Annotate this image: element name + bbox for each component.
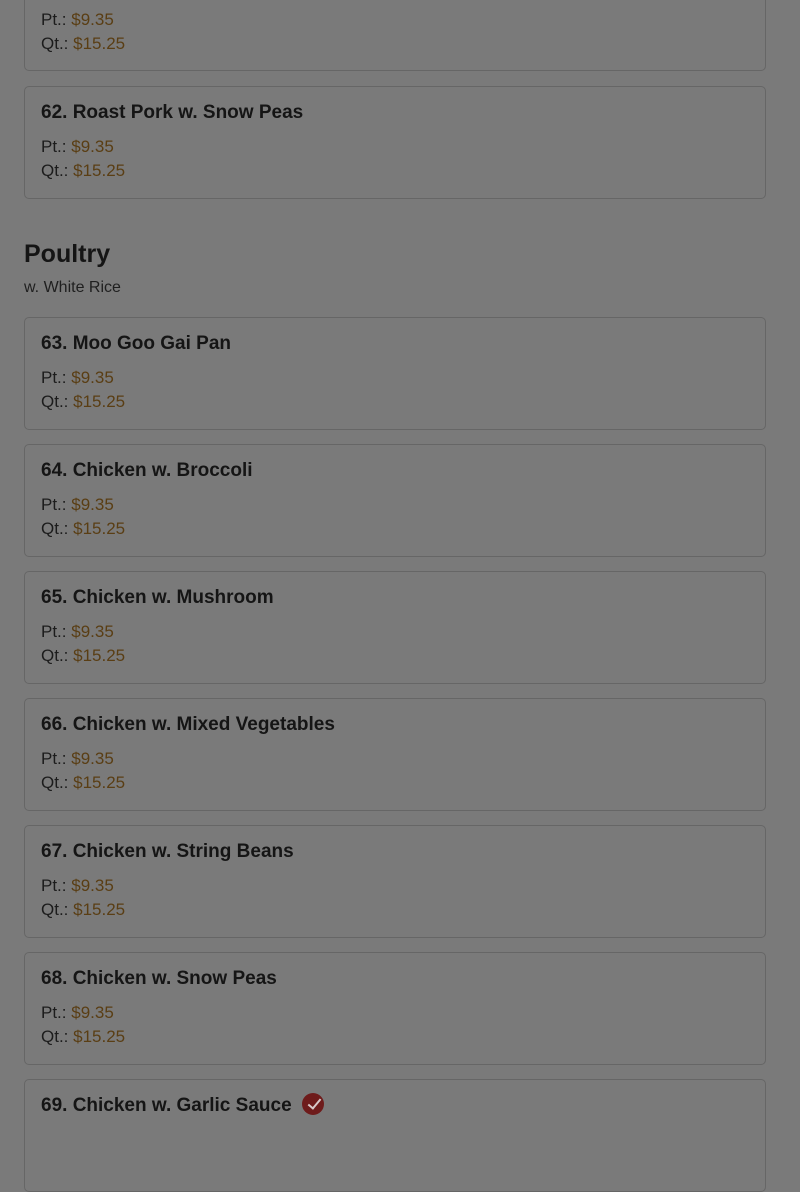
pint-label: Pt.:	[41, 137, 67, 156]
pint-amount: $9.35	[71, 137, 114, 156]
pint-price	[41, 1003, 114, 1023]
quart-label: Qt.:	[41, 773, 69, 792]
pint-price	[41, 137, 114, 157]
pint-label: Pt.:	[41, 622, 67, 641]
quart-amount: $15.25	[73, 392, 126, 411]
pint-price	[41, 10, 114, 30]
quart-amount: $15.25	[73, 900, 126, 919]
menu-item-card[interactable]	[24, 952, 766, 1065]
pint-price	[41, 368, 114, 388]
quart-amount: $15.25	[73, 161, 126, 180]
pint-label: Pt.:	[41, 495, 67, 514]
quart-label: Qt.:	[41, 1027, 69, 1046]
menu-item-card[interactable]	[24, 0, 766, 71]
pint-price	[41, 876, 114, 896]
menu-item-card[interactable]	[24, 444, 766, 557]
quart-amount: $15.25	[73, 646, 126, 665]
menu-item-name: 65. Chicken w. Mushroom	[41, 587, 274, 608]
pint-amount: $9.35	[71, 749, 114, 768]
pint-price	[41, 495, 114, 515]
menu-item-name: 68. Chicken w. Snow Peas	[41, 968, 277, 989]
pint-price	[41, 749, 114, 769]
menu-item-card[interactable]	[24, 1079, 766, 1192]
pint-price	[41, 622, 114, 642]
quart-label: Qt.:	[41, 900, 69, 919]
menu-item-name	[41, 1095, 324, 1117]
quart-price	[41, 646, 125, 666]
quart-price	[41, 392, 125, 412]
quart-label: Qt.:	[41, 34, 69, 53]
quart-price	[41, 1027, 125, 1047]
quart-amount: $15.25	[73, 1027, 126, 1046]
quart-price	[41, 34, 125, 54]
quart-amount: $15.25	[73, 34, 126, 53]
quart-price	[41, 900, 125, 920]
menu-item-name: 67. Chicken w. String Beans	[41, 841, 294, 862]
menu-item-name: 64. Chicken w. Broccoli	[41, 460, 253, 481]
menu-item-name-text: 69. Chicken w. Garlic Sauce	[41, 1095, 292, 1117]
quart-amount: $15.25	[73, 773, 126, 792]
menu-item-name: 63. Moo Goo Gai Pan	[41, 333, 232, 354]
quart-label: Qt.:	[41, 392, 69, 411]
pint-amount: $9.35	[71, 876, 114, 895]
section-title: Poultry	[24, 240, 111, 268]
pint-amount: $9.35	[71, 10, 114, 29]
pint-amount: $9.35	[71, 495, 114, 514]
quart-label: Qt.:	[41, 161, 69, 180]
pint-amount: $9.35	[71, 622, 114, 641]
quart-price	[41, 519, 125, 539]
pint-label: Pt.:	[41, 876, 67, 895]
pint-label: Pt.:	[41, 368, 67, 387]
menu-item-card[interactable]	[24, 571, 766, 684]
pint-amount: $9.35	[71, 368, 114, 387]
pint-label: Pt.:	[41, 1003, 67, 1022]
menu-item-name: 62. Roast Pork w. Snow Peas	[41, 102, 304, 123]
quart-price	[41, 161, 125, 181]
quart-label: Qt.:	[41, 519, 69, 538]
menu-item-card[interactable]	[24, 698, 766, 811]
menu-item-card[interactable]	[24, 86, 766, 199]
menu-item-card[interactable]	[24, 825, 766, 938]
menu-item-name: 66. Chicken w. Mixed Vegetables	[41, 714, 335, 735]
pint-amount: $9.35	[71, 1003, 114, 1022]
pint-label: Pt.:	[41, 749, 67, 768]
quart-amount: $15.25	[73, 519, 126, 538]
spicy-icon	[302, 1093, 324, 1115]
pint-label: Pt.:	[41, 10, 67, 29]
quart-label: Qt.:	[41, 646, 69, 665]
quart-price	[41, 773, 125, 793]
section-subtitle: w. White Rice	[24, 279, 121, 296]
menu-item-card[interactable]	[24, 317, 766, 430]
